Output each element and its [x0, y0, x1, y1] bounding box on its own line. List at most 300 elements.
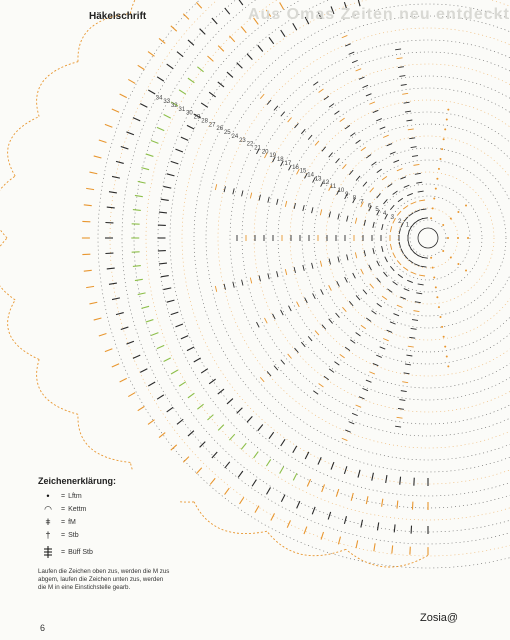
double-stitch-mark: [277, 199, 278, 205]
stitch-mark: [86, 286, 94, 287]
chain-stitch-mark: [457, 211, 459, 213]
stitch-mark: [229, 36, 234, 42]
double-stitch-mark: [408, 129, 414, 130]
stitch-mark: [374, 543, 375, 551]
stitch-mark: [164, 358, 171, 362]
double-stitch-mark: [397, 211, 401, 216]
stitch-mark: [252, 480, 256, 487]
round-ring: [254, 64, 510, 412]
stitch-mark: [382, 499, 383, 507]
round-ring: [206, 16, 510, 460]
stitch-mark: [305, 452, 309, 459]
row-number: 28: [201, 118, 208, 125]
double-stitch-mark: [393, 160, 399, 162]
double-stitch-mark: [301, 129, 305, 134]
stitch-mark: [351, 493, 353, 501]
row-number: 24: [231, 133, 239, 140]
stitch-mark: [196, 2, 201, 8]
stitch-mark: [181, 137, 188, 140]
double-stitch-mark: [395, 49, 401, 50]
stitch-mark: [255, 506, 259, 513]
scallop-arc: [37, 359, 78, 414]
double-stitch-mark: [355, 218, 356, 224]
double-stitch-mark: [387, 330, 393, 332]
double-stitch-mark: [259, 195, 260, 201]
double-stitch-mark: [361, 269, 364, 274]
row-number: 30: [186, 110, 193, 117]
stitch-mark: [197, 404, 203, 409]
double-stitch-mark: [329, 259, 330, 265]
stitch-mark: [112, 364, 119, 367]
chain-stitch-mark: [438, 306, 440, 308]
stitch-mark: [167, 407, 173, 412]
double-stitch-mark: [397, 58, 403, 59]
double-stitch-mark: [399, 228, 400, 234]
double-stitch-mark: [363, 290, 367, 295]
stitch-mark: [237, 408, 243, 414]
double-stitch-mark: [320, 209, 321, 215]
double-stitch-mark: [411, 147, 417, 148]
stitch-mark: [133, 355, 140, 358]
double-stitch-mark: [398, 408, 404, 409]
double-stitch-mark: [382, 246, 383, 252]
stitch-mark: [187, 347, 194, 351]
double-stitch-mark: [390, 244, 391, 250]
double-stitch-mark: [409, 260, 414, 264]
stitch-mark: [133, 118, 140, 121]
double-stitch-mark: [385, 257, 388, 262]
double-stitch-mark: [397, 260, 401, 265]
double-stitch-mark: [289, 306, 292, 311]
double-stitch-mark: [242, 190, 243, 196]
double-stitch-mark: [334, 362, 339, 366]
double-stitch-mark: [404, 102, 410, 103]
double-stitch-mark: [419, 275, 425, 276]
double-stitch-mark: [319, 383, 324, 387]
double-stitch-mark: [303, 265, 304, 271]
double-stitch-mark: [366, 318, 371, 322]
double-stitch-mark: [407, 193, 413, 195]
legend-item-double: [38, 529, 79, 541]
stitch-mark: [269, 37, 274, 43]
double-stitch-mark: [411, 272, 417, 274]
stitch-mark: [188, 431, 194, 436]
legend-equals: =: [61, 492, 66, 500]
stitch-mark: [238, 0, 243, 5]
stitch-mark: [177, 52, 183, 57]
double-stitch-mark: [352, 413, 358, 415]
row-number: 33: [163, 99, 171, 106]
stitch-mark: [107, 268, 115, 269]
double-stitch-mark: [377, 169, 382, 173]
double-stitch-mark: [377, 261, 380, 266]
double-stitch-mark: [366, 380, 372, 382]
center-spokes: [215, 35, 469, 440]
stitch-mark: [84, 270, 92, 271]
chain-stitch-mark: [432, 207, 434, 209]
stitch-mark: [89, 172, 97, 174]
double-stitch-mark: [406, 355, 412, 356]
double-stitch-mark: [421, 266, 427, 267]
double-stitch-mark: [397, 305, 403, 307]
stitch-mark: [187, 125, 194, 129]
stitch-mark: [183, 14, 189, 20]
round-ring: [146, 0, 510, 520]
double-stitch-mark: [359, 77, 365, 79]
legend-item-chain: [38, 490, 82, 502]
stitch-mark: [386, 475, 387, 483]
stitch-mark: [181, 336, 188, 339]
round-ring: [410, 220, 446, 256]
double-stitch-mark: [399, 76, 405, 77]
double-stitch-mark: [403, 267, 408, 271]
stitch-mark: [159, 212, 167, 213]
double-stitch-mark: [312, 207, 313, 213]
double-stitch-mark: [419, 200, 425, 201]
double-stitch-mark: [267, 371, 271, 376]
double-stitch-mark: [356, 69, 362, 71]
stitch-mark: [109, 192, 117, 193]
stitch-mark: [281, 439, 285, 446]
chain-stitch-mark: [457, 263, 459, 265]
stitch-mark: [225, 8, 230, 14]
double-stitch-mark: [347, 254, 348, 260]
double-stitch-mark: [260, 377, 264, 382]
double-stitch-mark: [395, 426, 401, 427]
double-stitch-mark: [382, 296, 387, 300]
stitch-mark: [120, 94, 127, 98]
legend: [30, 470, 180, 600]
double-stitch-mark: [383, 199, 387, 204]
double-stitch-mark: [285, 269, 286, 275]
stitch-mark: [241, 443, 246, 449]
double-stitch-mark: [338, 214, 339, 220]
stitch-mark: [151, 141, 158, 144]
double-stitch-mark: [324, 376, 329, 380]
stitch-mark: [366, 496, 368, 504]
stitch-mark: [163, 186, 171, 188]
stitch-mark: [400, 477, 401, 485]
round-ring: [338, 148, 510, 328]
double-stitch-mark: [393, 314, 399, 316]
double-stitch-mark: [321, 289, 324, 294]
chain-stitch-mark: [436, 296, 438, 298]
stitch-mark: [148, 90, 155, 94]
double-stitch-mark: [380, 347, 386, 349]
stitch-mark: [99, 334, 107, 336]
chart-title: Häkelschrift: [89, 11, 147, 22]
single-crochet-icon: ǂ: [45, 517, 51, 527]
stitch-mark: [328, 512, 330, 520]
double-stitch-mark: [398, 274, 403, 278]
row-number: 8: [352, 195, 357, 202]
double-stitch-mark: [268, 197, 269, 203]
double-stitch-mark: [413, 311, 419, 312]
double-stitch-mark: [383, 338, 389, 340]
row-number: 32: [170, 103, 178, 110]
scallop-arc: [8, 117, 40, 177]
double-stitch-mark: [294, 267, 295, 273]
stitch-mark: [161, 199, 169, 200]
bobble-stitch-icon: [38, 545, 58, 559]
stitch-mark: [297, 501, 300, 508]
double-stitch-mark: [398, 198, 403, 202]
stitch-mark: [121, 327, 129, 329]
double-stitch-mark: [373, 222, 374, 228]
stitch-mark: [207, 56, 213, 61]
double-stitch-mark: [277, 271, 278, 277]
stitch-mark: [179, 382, 186, 386]
stitch-mark: [128, 79, 135, 83]
chain-stitch-mark: [438, 168, 440, 170]
stitch-mark: [218, 425, 224, 431]
stitch-mark: [201, 103, 208, 107]
double-stitch-mark: [336, 313, 340, 318]
page-number: 6: [40, 623, 46, 633]
round-ring: [182, 0, 510, 484]
double-stitch-mark: [281, 360, 285, 365]
stitch-mark: [107, 207, 115, 208]
double-stitch-mark: [387, 184, 392, 188]
round-ring: [362, 172, 494, 304]
chain-stitch-mark: [446, 356, 448, 358]
double-stitch-mark: [215, 184, 216, 190]
double-stitch-mark: [376, 355, 382, 357]
chain-stitch-mark: [430, 217, 432, 219]
double-stitch-mark: [390, 322, 396, 324]
double-stitch-mark: [274, 366, 278, 371]
stitch-mark: [138, 406, 145, 410]
center-ring: [418, 228, 438, 248]
chain-stitch-mark: [440, 316, 442, 318]
double-stitch-mark: [356, 333, 361, 337]
double-stitch-mark: [405, 111, 411, 112]
stitch-mark: [171, 370, 178, 374]
row-number: 11: [329, 184, 337, 191]
double-stitch-mark: [355, 252, 356, 258]
double-stitch-mark: [411, 328, 417, 329]
stitch-mark: [167, 174, 175, 176]
stitch-mark: [188, 393, 194, 398]
double-stitch-mark: [383, 135, 389, 137]
double-stitch-mark: [268, 273, 269, 279]
double-stitch-mark: [315, 331, 319, 336]
chain-stitch-mark: [447, 109, 449, 111]
double-stitch-mark: [364, 250, 365, 256]
legend-label: Kettm: [68, 505, 87, 513]
double-stitch-mark: [363, 182, 367, 187]
double-stitch-mark: [361, 325, 366, 329]
row-number: 20: [261, 149, 269, 156]
chain-stitch-mark: [433, 277, 435, 279]
row-number: 29: [193, 114, 201, 121]
stitch-mark: [372, 473, 374, 481]
stitch-mark: [161, 276, 169, 277]
stitch-mark: [218, 389, 224, 394]
stitch-mark: [128, 393, 135, 397]
stitch-mark: [159, 263, 167, 264]
stitch-mark: [247, 54, 252, 60]
double-stitch-mark: [390, 226, 391, 232]
stitch-mark: [148, 52, 154, 57]
scallop-arc: [37, 62, 78, 117]
double-stitch-mark: [349, 422, 355, 424]
stitch-mark: [84, 205, 92, 206]
stitch-mark: [207, 415, 213, 420]
stitch-mark: [307, 479, 310, 486]
row-number: 19: [269, 153, 277, 160]
stitch-mark: [112, 109, 119, 112]
double-stitch-mark: [342, 164, 346, 169]
row-number: 21: [254, 145, 261, 152]
stitch-mark: [392, 545, 393, 553]
stitch-mark: [138, 65, 145, 69]
stitch-mark: [171, 445, 177, 450]
stitch-mark: [141, 168, 149, 170]
stitch-mark: [338, 537, 340, 545]
double-stitch-mark: [313, 293, 316, 298]
double-stitch-mark: [313, 391, 318, 395]
double-stitch-mark: [356, 140, 361, 144]
stitch-mark: [135, 279, 143, 280]
stitch-mark: [210, 478, 215, 484]
stitch-mark: [247, 416, 252, 422]
stitch-mark: [293, 23, 297, 30]
watermark: Zosia@: [420, 612, 459, 624]
stitch-mark: [94, 318, 102, 320]
double-stitch-mark: [233, 188, 234, 194]
stitch-mark: [227, 72, 233, 77]
stitch-mark: [267, 487, 271, 494]
round-ring: [299, 112, 510, 364]
double-stitch-mark: [233, 282, 234, 288]
row-number: 3: [390, 214, 394, 221]
stitch-mark: [304, 527, 307, 534]
stitch-mark: [171, 161, 179, 163]
double-stitch-mark: [250, 193, 251, 199]
double-stitch-mark: [401, 84, 407, 85]
round-ring: [350, 160, 506, 316]
slip-stitch-icon: ◠: [44, 503, 52, 514]
stitch-mark: [179, 90, 186, 94]
double-stitch-mark: [400, 297, 406, 299]
stitch-mark: [318, 457, 321, 464]
row-number: 7: [360, 199, 364, 206]
double-stitch-mark: [308, 336, 312, 341]
row-number: 18: [276, 157, 284, 164]
double-stitch-mark: [342, 35, 348, 37]
double-stitch-mark: [288, 354, 292, 359]
double-stitch-mark: [403, 205, 408, 209]
double-stitch-mark: [215, 286, 216, 292]
double-stitch-mark: [369, 372, 375, 374]
row-numbers: [156, 95, 410, 228]
stitch-mark: [266, 459, 270, 466]
double-stitch-mark: [404, 373, 410, 374]
double-stitch-mark: [382, 224, 383, 230]
double-stitch-mark: [390, 205, 394, 210]
stitch-mark: [99, 140, 107, 142]
stitch-mark: [177, 419, 183, 424]
double-crochet-icon: †: [45, 530, 51, 540]
double-stitch-mark: [334, 111, 339, 115]
double-stitch-mark: [345, 430, 351, 432]
stitch-mark: [293, 473, 297, 480]
chain-stitch-mark: [430, 257, 432, 259]
double-stitch-mark: [294, 203, 295, 209]
double-stitch-mark: [329, 285, 332, 290]
legend-item-triple: [38, 546, 93, 558]
double-stitch-mark: [402, 382, 408, 383]
double-stitch-mark: [397, 417, 403, 418]
chain-stitch-mark: [436, 178, 438, 180]
stitch-mark: [258, 45, 263, 51]
chain-stitch-mark: [465, 269, 467, 271]
stitch-mark: [293, 446, 297, 453]
double-stitch-mark: [413, 164, 419, 165]
stitch-mark: [141, 306, 149, 308]
stitch-mark: [377, 522, 378, 530]
stitch-mark: [218, 46, 224, 52]
row-number: 22: [246, 141, 254, 148]
double-stitch-mark: [366, 94, 372, 96]
legend-equals: =: [61, 518, 66, 526]
stitch-mark: [271, 513, 275, 520]
row-number: 13: [314, 176, 322, 183]
stitch-mark: [397, 501, 398, 509]
double-stitch-mark: [416, 293, 422, 294]
row-number: 31: [178, 106, 186, 113]
legend-item-slip: [38, 503, 86, 515]
double-stitch-mark: [303, 205, 304, 211]
chain-stitch-mark: [465, 205, 467, 207]
stitch-mark: [241, 27, 246, 33]
double-stitch-mark: [313, 82, 318, 86]
stitch-mark: [157, 395, 164, 399]
chain-stitch-mark: [441, 326, 443, 328]
round-ring: [266, 76, 510, 400]
stitch-mark: [167, 300, 175, 302]
scallop-arc: [267, 531, 346, 555]
stitch-mark: [188, 40, 194, 45]
double-stitch-mark: [301, 342, 305, 347]
stitch-mark: [344, 466, 346, 474]
stitch-mark: [163, 288, 171, 290]
stitch-mark: [175, 324, 182, 327]
chain-stitch-mark: [450, 218, 452, 220]
double-stitch-mark: [390, 152, 396, 154]
chain-stitch-icon: •: [46, 491, 50, 501]
double-stitch-mark: [421, 209, 427, 210]
stitch-mark: [321, 532, 323, 540]
scallop-arc: [0, 238, 15, 300]
stitch-mark: [133, 266, 141, 267]
stitch-mark: [194, 358, 201, 362]
double-stitch-mark: [399, 400, 405, 401]
double-stitch-mark: [264, 318, 267, 323]
stitch-mark: [146, 154, 154, 156]
double-stitch-mark: [353, 273, 356, 278]
double-stitch-mark: [376, 119, 382, 121]
double-stitch-mark: [406, 120, 412, 121]
stitch-mark: [135, 195, 143, 196]
double-stitch-mark: [415, 173, 421, 174]
chain-stitch-mark: [447, 237, 449, 239]
chain-stitch-mark: [457, 237, 459, 239]
legend-equals: =: [61, 531, 66, 539]
double-stitch-mark: [329, 104, 334, 108]
stitch-mark: [322, 484, 325, 491]
